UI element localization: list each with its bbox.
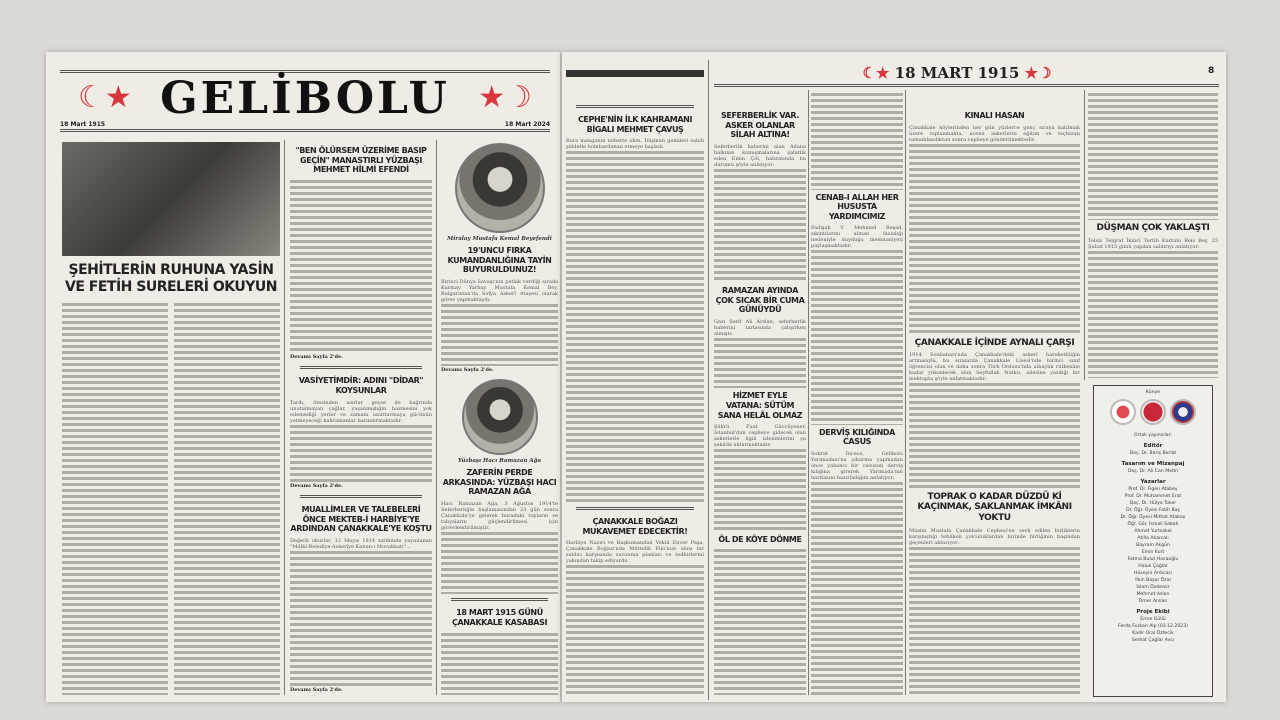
masthead-title: GELİBOLU — [160, 73, 450, 124]
main-article-body — [62, 302, 280, 695]
left-column-2 — [290, 143, 432, 695]
divider — [300, 495, 422, 498]
kunye-name: Bayram Akgün — [1136, 543, 1170, 548]
dervis-text-cont — [811, 481, 903, 695]
main-article-text-col2 — [174, 302, 280, 695]
seferberlik-headline: SEFERBERLİK VAR. ASKER OLANLAR SİLAH ALTINA! — [721, 111, 799, 140]
ramazan-aga-portrait — [462, 379, 538, 455]
toprak-headline: TOPRAK O KADAR DÜZDÜ Kİ KAÇINMAK, SAKLANMAK İMKÂNI YOKTU — [917, 491, 1072, 524]
page-gutter — [708, 60, 709, 700]
kunye-name: Dr. Öğr. Üyesi Mithat Atabay — [1120, 515, 1186, 520]
seferberlik-text-cont — [714, 168, 806, 283]
cenab-headline: CENAB-I ALLAH HER HUSUSTA YARDIMCIMIZ — [815, 192, 899, 221]
didar-headline: VASİYETİMDİR: ADINI "DİDAR" KOYSUNLAR — [298, 376, 424, 395]
kemal-continued[interactable]: Devamı Sayfa 2'de. — [441, 367, 494, 374]
publisher-logo-3 — [1170, 399, 1196, 425]
kunye-name: Prof. Dr. Figen Atabey — [1128, 487, 1178, 492]
spacer — [566, 77, 704, 101]
hizmet-headline: HİZMET EYLE VATANA: SÜTÜM SANA HELÂL OLMAZ — [717, 391, 803, 420]
seferberlik-text: Seferberlik haberini alan Adana halkının konuşmalarına şahitlik eden Emin Çöl, hatıratında bu durumu şöyle anlatıyor: — [714, 143, 806, 168]
mustafa-kemal-portrait — [455, 143, 545, 233]
aynali-text-cont — [909, 382, 1080, 488]
aynali-text: 1914 Sonbaharı'nda Çanakkale'deki askerî hareketliliğin artmasıyla, bu sıralarda Çanakkale Lisesi'nde birinci sınıf öğrencisi olan ve daha sonra Türk Ordusu'nda albaylık rütbesine kadar yükselecek olan Seyfullah Nutku, ailesine yazdığı bir mektupta şöyle anlatmaktadır: — [909, 352, 1080, 383]
right-page-title: 18 MART 1915 — [894, 64, 1020, 82]
soldiers-photo — [62, 142, 280, 256]
right-column-4 — [1088, 92, 1218, 378]
publisher-logo-1 — [1110, 399, 1136, 425]
column-rule — [1084, 90, 1085, 380]
bogaz-text: Harbiye Nazırı ve Başkumandan Vekili Enver Paşa, Çanakkale Boğazı'nda Müttefik Filo'nun olası bir saldırı karşısında savunma planları ve tedbirlerini yakından takip ediyordu. — [566, 540, 704, 565]
kunye-name: Öğr. Gör. İsmail Sabah — [1127, 522, 1179, 527]
toprak-text: Müsim Mustafa Çanakkale Cephesi'ne sevk edilen birliklerin karşılaştığı tehlikeli yolculuklardan birinde birliğinin başından geçenleri aktarıyor: — [909, 527, 1080, 546]
kunye-title: Künye — [1145, 390, 1161, 395]
right-column-1 — [714, 108, 806, 695]
dervis-text: Sokrat İnceoz, Gelibolu Yarımadası'na çıkarma yapmadan önce yabancı bir casusun derviş kılığına girerek Yarımada'nın haritasını hazırladığını anlatıyor: — [811, 450, 903, 481]
column-rule — [436, 140, 437, 695]
dusman-text: Telsiz Telgraf İkinci Tertib Kurtulu Reis Bey, 25 Şubat 1915 günü yapılan saldırıyı anlatıyor: — [1088, 237, 1218, 250]
crescent-icon: ★☽ — [1024, 64, 1052, 82]
ramazan-ayi-headline: RAMAZAN AYINDA ÇOK SICAK BİR CUMA GÜNÜYDÜ — [715, 285, 805, 315]
dusman-headline: DÜŞMAN ÇOK YAKLAŞTI — [1096, 223, 1210, 234]
aynali-headline: ÇANAKKALE İÇİNDE AYNALI ÇARŞI — [914, 337, 1075, 348]
kasaba-text — [441, 632, 558, 695]
divider — [576, 507, 694, 510]
toprak-text-cont — [909, 546, 1080, 695]
kunye-name: İslam Özdemir — [1136, 585, 1170, 590]
main-article-text-col1 — [62, 302, 168, 695]
page-number: 8 — [1208, 66, 1215, 76]
kunye-name: Ömer Arslan — [1138, 599, 1168, 604]
date-left: 18 Mart 1915 — [60, 121, 106, 128]
kunye-role: Yazarlar — [1140, 479, 1166, 485]
right-page-header — [712, 64, 1202, 82]
dusman-text-cont — [1088, 250, 1218, 378]
column-rule — [808, 90, 809, 695]
hizmet-text: Şükrü Fuat Güccüyener, İstanbul'dan cepheye gidecek olan askerlerle ilgili izlenimlerini şu şekilde aktarmaktadır: — [714, 424, 806, 449]
dervis-headline: DERVİŞ KILIĞINDA CASUS — [819, 427, 895, 447]
divider — [300, 366, 422, 369]
kunye-role: Proje Ekibi — [1136, 609, 1170, 615]
header-rule — [714, 84, 1219, 87]
cenab-text: Padişah V. Mehmed Reşad, sıkıntılarını alınan fazlalığı nedeniyle duyduğu memnuniyeti paylaşmaktadır: — [811, 225, 903, 250]
hilmi-headline: "BEN ÖLÜRSEM ÜZERİME BASIP GEÇİN" MANASTIRLI YÜZBAŞI MEHMET HİLMİ EFENDİ — [295, 146, 427, 175]
publisher-logos — [1094, 399, 1212, 429]
crescent-star-icon: ★☽ — [478, 80, 532, 115]
muallimler-continued[interactable]: Devamı Sayfa 2'de. — [290, 687, 343, 693]
kunye-role: Editör — [1143, 443, 1163, 449]
kasaba-headline: 18 MART 1915 GÜNÜ ÇANAKKALE KASABASI — [451, 608, 548, 627]
main-headline: ŞEHİTLERİN RUHUNA YASİN VE FETİH SURELERİ OKUYUN — [65, 262, 277, 295]
divider — [451, 598, 548, 601]
divider — [576, 105, 694, 108]
black-bar — [566, 70, 704, 77]
kunye-role: Tasarım ve Mizanpaj — [1121, 461, 1185, 467]
right-column-3 — [909, 108, 1080, 695]
ramazan-aga-text: Hacı Ramazan Ağa, 3 Ağustos 1914'te Seferberliğin başlamasından 23 gün sonra Çanakkale'ye gelerek buradaki topların ve tabyaların güçlendirilmesi için görevlendirilmiştir. — [441, 500, 558, 531]
masthead — [60, 70, 550, 132]
kemal-caption: Miralay Mustafa Kemal Beyefendi — [447, 236, 552, 242]
ramazan-aga-caption: Yüzbaşı Hacı Ramazan Ağa — [457, 458, 542, 465]
kinali-text-cont — [909, 143, 1080, 335]
muallimler-text-cont — [290, 550, 432, 686]
bigali-headline: CEPHE'NİN İLK KAHRAMANI BİGALI MEHMET ÇAVUŞ — [577, 115, 693, 134]
kunye-name: Prof. Dr. Muhammet Erat — [1124, 494, 1182, 499]
kunye-name: Doç. Dr. Ali Can Metin — [1127, 469, 1179, 474]
ramazan-aga-text-cont — [441, 531, 558, 594]
hilmi-continued[interactable]: Devamı Sayfa 2'de. — [290, 354, 343, 361]
ramazan-ayi-text-cont — [714, 337, 806, 389]
muallimler-headline: MUALLİMLER VE TALEBELERİ ÖNCE MEKTEB-İ HARBİYE'YE ARDINDAN ÇANAKKALE'YE KOŞTU — [290, 505, 432, 534]
kunye-name: Serhat Çağlar Avcı — [1131, 638, 1175, 643]
bogaz-headline: ÇANAKKALE BOĞAZI MUKAVEMET EDECEKTİR! — [582, 516, 688, 536]
kemal-text: Birinci Dünya Savaşı'nın patlak verdiği sırada Kurmay Yarbay Mustafa Kemal Bey, Bulgaristan'da Sofya Askerî Ataşesi olarak görev yapmaktaydı. — [441, 278, 558, 303]
kunye-name: Emin Kurt — [1141, 550, 1165, 555]
didar-text-cont — [290, 424, 432, 483]
kunye-name: Emre Güllü — [1140, 617, 1166, 622]
bridge-column — [566, 70, 704, 695]
kunye-name: Ahmet Yurtsakal — [1134, 529, 1172, 534]
kunye-box — [1093, 385, 1213, 697]
koye-headline: ÖL DE KÖYE DÖNME — [718, 534, 802, 544]
bogaz-text-cont — [566, 564, 704, 695]
kunye-name: Ferda Furkan Alp (03.12.2023) — [1118, 624, 1188, 629]
kunye-name: Doç. Dr. Hülya Toker — [1129, 501, 1177, 506]
bigali-text-cont — [566, 150, 704, 503]
ramazan-aga-headline: ZAFERİN PERDE ARKASINDA: YÜZBAŞI HACI RAMAZAN AĞA — [442, 468, 557, 497]
crescent-star-icon: ☾★ — [78, 80, 132, 115]
left-column-1 — [62, 142, 280, 695]
publisher-logo-2 — [1140, 399, 1166, 425]
kinali-headline: KINALI HASAN — [964, 111, 1025, 120]
copublishers-label: Ortak yayıncılar: — [1134, 433, 1172, 438]
continued-text — [811, 92, 903, 190]
column-rule — [284, 140, 285, 695]
kemal-headline: 19'UNCU FIRKA KUMANDANLIĞINA TAYİN BUYURULDUNUZ! — [447, 246, 552, 275]
kunye-name: Mehmet Aslan — [1136, 592, 1170, 597]
kunye-name: Doç. Dr. Barış Borlat — [1129, 451, 1177, 456]
bigali-text: Bora manganın nöbette idim. Düşman gemileri sahili şiddetle bombardıman etmeye başladı. — [566, 138, 704, 151]
kunye-name: Hüseyin Ardıcacı — [1133, 571, 1173, 576]
column-rule — [905, 90, 906, 695]
kunye-name: Atilla Akarcalı — [1137, 536, 1169, 541]
didar-continued[interactable]: Devamı Sayfa 2'de. — [290, 483, 343, 490]
hizmet-text-cont — [714, 448, 806, 531]
kinali-text: Çanakkale köylerinden her gün yüzlerce genç sıraya katılmak üzere toplanmakta, acemi askerlerin eğitim ve teçhizatı tamamlandıktan sonra cepheye gönderilmektedir. — [909, 124, 1080, 143]
continued-text — [1088, 92, 1218, 220]
didar-text: Tarih, ötesinden asırlar geçse de bağrında unutulmayan çağlar, yaşanmışlığın hazinesini yok edemediği yerler ve zamanı unutturmaya gücünün yetmeyeceği kahramanlar barındırmaktadır. — [290, 399, 432, 424]
koye-text — [714, 548, 806, 695]
kunye-name: Dr. Öğr. Üyesi Fatih Baş — [1126, 508, 1180, 513]
kunye-name: İlkin Başar Özal — [1135, 578, 1171, 583]
kemal-text-cont — [441, 303, 558, 366]
kunye-name: Haluk Çağlar — [1138, 564, 1168, 569]
kunye-name: Kadir Oral Öztecik — [1132, 631, 1174, 636]
right-column-2 — [811, 92, 903, 695]
cenab-text-cont — [811, 249, 903, 424]
date-right: 18 Mart 2024 — [504, 121, 550, 128]
muallimler-text: Değerli okurlar, 12 Mayıs 1914 tarihinde yayınlanan "Mülkî-Belediye-Askerîye Kanun-ı Muvakkati"... — [290, 538, 432, 551]
crescent-icon: ☾★ — [862, 64, 890, 82]
kunye-name: Fatma Bulut Hocaoğlu — [1127, 557, 1179, 562]
left-column-3 — [441, 143, 558, 695]
kunye-sections — [1094, 442, 1212, 644]
ramazan-ayi-text: Gazi Şerif Ali Arslan, seferberlik haberini tarlasında çalışırken almıştı: — [714, 318, 806, 337]
hilmi-text — [290, 179, 432, 354]
